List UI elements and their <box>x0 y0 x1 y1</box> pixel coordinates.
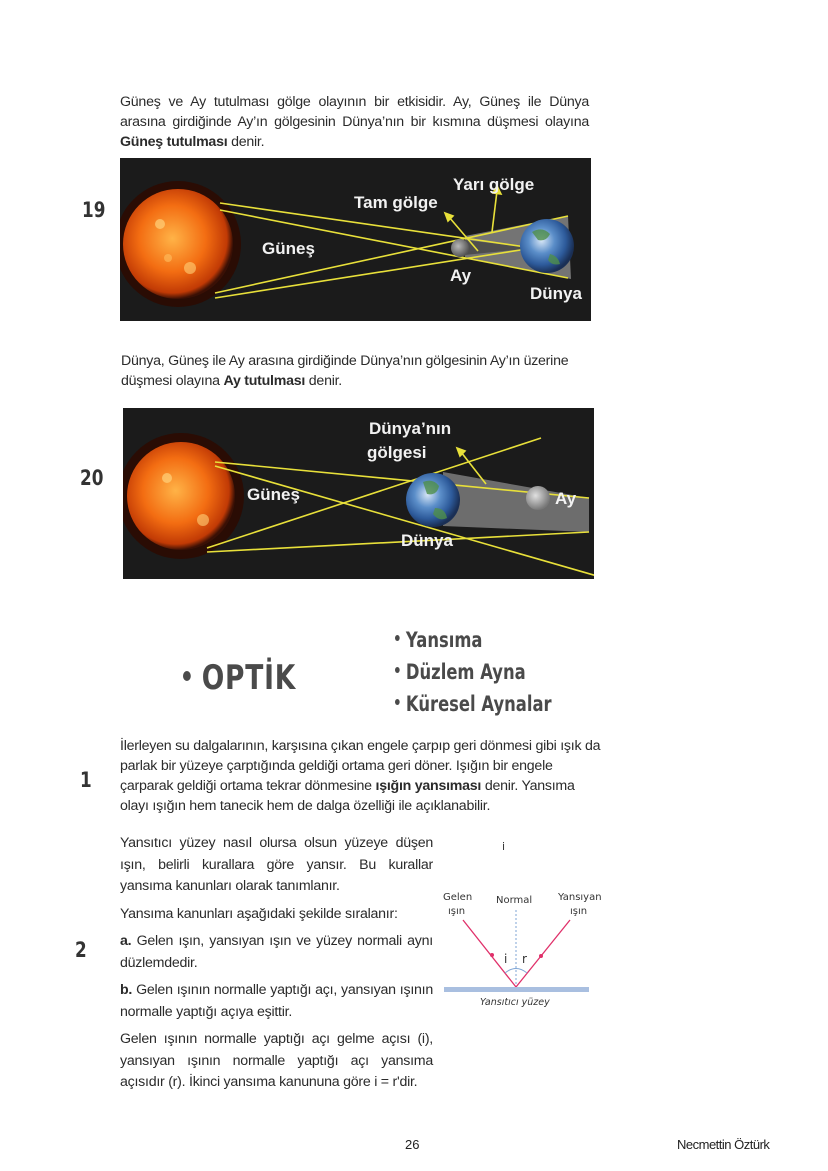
incident-ray <box>463 920 516 987</box>
solar-eclipse-diagram <box>120 158 591 321</box>
reflection-laws-text <box>120 833 433 1094</box>
text: Dünya, Güneş ile Ay arasına girdiğinde Dünya’nın gölgesinin Ay’ın üzerine düşmesi olayına <box>121 353 569 389</box>
subtopic-item <box>395 660 552 692</box>
law-text: Gelen ışın, yansıyan ışın ve yüzey normali aynı düzlemdedir. <box>120 933 433 971</box>
subtopic-list <box>395 628 596 724</box>
moon-icon <box>451 239 469 257</box>
label-shadow-line2: gölgesi <box>367 443 427 462</box>
label-reflected-line2: ışın <box>570 906 588 917</box>
lunar-eclipse-figure <box>123 408 594 579</box>
bold-term-lunar-eclipse: Ay tutulması <box>223 373 306 389</box>
label-angle-i: i <box>504 952 508 966</box>
label-surface: Yansıtıcı yüzey <box>480 997 550 1008</box>
bullet-icon <box>395 667 400 673</box>
paragraph: Yansıma kanunları aşağıdaki şekilde sıralanır: <box>120 905 398 922</box>
paragraph: Yansıtıcı yüzey nasıl olursa olsun yüzeye düşen ışın, belirli kurallara göre yansır. Bu kurallar yansıma kanunları olarak tanımlanır. <box>120 835 433 894</box>
arrow-icon <box>490 953 494 957</box>
label-shadow-line1: Dünya’nın <box>369 419 452 438</box>
reflective-surface <box>444 987 589 992</box>
paragraph-reflection-intro <box>120 736 606 816</box>
subtopic-label: Küresel Aynalar <box>405 692 552 716</box>
bullet-icon <box>395 635 400 641</box>
paragraph: Gelen ışının normalle yaptığı açı gelme açısı (i), yansıyan ışının normalle yaptığı açı yansıma açısıdır (r). İkinci yansıma kanununa göre i = r'dir. <box>120 1031 433 1090</box>
law-label: b. <box>120 982 133 998</box>
label-penumbra: Yarı gölge <box>453 175 535 194</box>
label-umbra: Tam gölge <box>354 193 438 212</box>
law-label: a. <box>120 933 132 949</box>
arrow-icon <box>539 954 543 958</box>
subtopic-item <box>395 692 552 724</box>
label-moon: Ay <box>450 266 472 285</box>
solar-eclipse-figure <box>120 158 591 321</box>
subtopic-label: Düzlem Ayna <box>405 660 526 684</box>
text: Güneş ve Ay tutulması gölge olayının bir etkisidir. Ay, Güneş ile Dünya arasına girdiğinde Ay’ın gölgesinin Dünya’nın bir kısmına düşmesi olayına <box>120 94 589 130</box>
topic-title-text: OPTİK <box>201 658 297 698</box>
text: denir. Yansıma olayı ışığın hem tanecik hem de dalga özelliği ile açıklanabilir. <box>120 778 575 814</box>
law-a <box>120 931 433 974</box>
reflection-diagram <box>435 830 615 1010</box>
text: denir. <box>305 373 342 389</box>
lunar-eclipse-diagram <box>123 408 594 579</box>
bullet-icon <box>395 699 400 705</box>
label-sun: Güneş <box>247 485 300 504</box>
label-sun: Güneş <box>262 239 315 258</box>
text: İlerleyen su dalgalarının, karşısına çıkan engele çarpıp geri dönmesi gibi ışık da parlak bir yüzeye çarptığında geldiği ortama geri döner. Işığın bir engele çarparak geldiği ortama tekrar dönmesine <box>120 738 601 794</box>
label-incident-line2: ışın <box>448 906 466 917</box>
label-earth: Dünya <box>401 531 453 550</box>
moon-icon <box>526 486 550 510</box>
label-incident-line1: Gelen <box>443 892 473 903</box>
label-earth: Dünya <box>530 284 582 303</box>
label-angle-r: r <box>522 952 527 966</box>
label-top-i: i <box>502 840 506 853</box>
paragraph-solar-eclipse <box>120 92 589 152</box>
earth-icon <box>406 473 460 527</box>
bold-term-reflection: ışığın yansıması <box>375 778 482 794</box>
page-number: 26 <box>405 1137 420 1152</box>
label-moon: Ay <box>555 489 577 508</box>
paragraph-lunar-eclipse <box>121 351 591 391</box>
law-text: Gelen ışının normalle yaptığı açı, yansıyan ışının normalle yaptığı açıya eşittir. <box>120 982 433 1020</box>
law-b <box>120 980 433 1023</box>
subtopic-label: Yansıma <box>405 628 483 652</box>
subtopic-item <box>395 628 552 660</box>
label-normal: Normal <box>496 895 533 906</box>
earth-icon <box>520 219 574 273</box>
question-number-19: 19 <box>82 198 106 222</box>
bold-term-solar-eclipse: Güneş tutulması <box>120 134 228 150</box>
question-number-1: 1 <box>80 768 92 792</box>
topic-title <box>183 658 296 698</box>
bullet-icon <box>183 671 191 681</box>
question-number-2: 2 <box>75 938 87 962</box>
author-name: Necmettin Öztürk <box>677 1137 770 1152</box>
label-reflected-line1: Yansıyan <box>558 892 602 903</box>
question-number-20: 20 <box>80 466 104 490</box>
text: denir. <box>227 134 265 150</box>
